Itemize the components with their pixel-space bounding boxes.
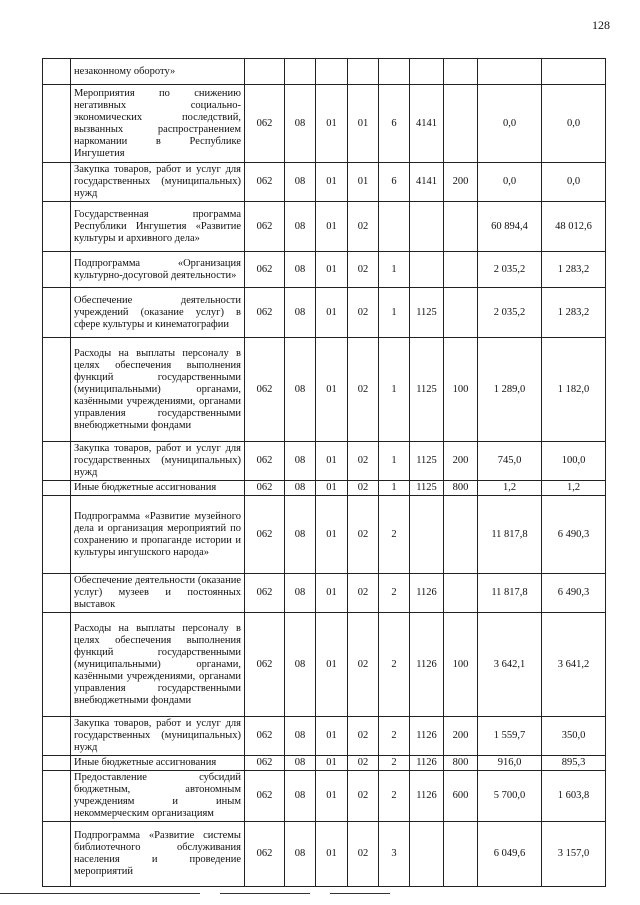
footer-rule [220, 893, 310, 894]
code-cell: 01 [316, 481, 348, 496]
item-name-cell: Подпрограмма «Развитие системы библиотечного обслуживания населения и проведение мероприятий [71, 822, 245, 887]
code-cell: 600 [444, 771, 478, 822]
amount-cell: 745,0 [478, 442, 542, 481]
code-cell: 100 [444, 338, 478, 442]
index-cell [43, 288, 71, 338]
code-cell: 01 [348, 85, 379, 163]
code-cell [316, 59, 348, 85]
item-name-cell: Подпрограмма «Организация культурно-досуговой деятельности» [71, 252, 245, 288]
code-cell: 08 [285, 338, 316, 442]
code-cell: 02 [348, 496, 379, 574]
code-cell: 062 [245, 442, 285, 481]
amount-cell: 48 012,6 [542, 202, 606, 252]
code-cell: 01 [316, 252, 348, 288]
item-name-cell: Обеспечение деятельности учреждений (оказание услуг) в сфере культуры и кинематографии [71, 288, 245, 338]
item-name-cell: Закупка товаров, работ и услуг для государственных (муниципальных) нужд [71, 163, 245, 202]
code-cell: 02 [348, 288, 379, 338]
item-name-cell: Закупка товаров, работ и услуг для государственных (муниципальных) нужд [71, 717, 245, 756]
amount-cell: 1 283,2 [542, 252, 606, 288]
table-row [43, 481, 606, 496]
code-cell: 062 [245, 574, 285, 613]
item-name-cell: Государственная программа Республики Ингушетия «Развитие культуры и архивного дела» [71, 202, 245, 252]
index-cell [43, 822, 71, 887]
index-cell [43, 202, 71, 252]
code-cell: 062 [245, 481, 285, 496]
table-row [43, 771, 606, 822]
table-row [43, 442, 606, 481]
code-cell: 2 [379, 574, 410, 613]
code-cell: 01 [316, 822, 348, 887]
code-cell: 08 [285, 613, 316, 717]
table-row [43, 717, 606, 756]
code-cell: 200 [444, 442, 478, 481]
code-cell: 01 [316, 717, 348, 756]
amount-cell: 0,0 [478, 163, 542, 202]
amount-cell: 0,0 [542, 85, 606, 163]
code-cell: 2 [379, 496, 410, 574]
code-cell [444, 59, 478, 85]
amount-cell: 0,0 [478, 85, 542, 163]
amount-cell: 916,0 [478, 756, 542, 771]
code-cell: 6 [379, 85, 410, 163]
code-cell: 02 [348, 756, 379, 771]
code-cell: 08 [285, 85, 316, 163]
code-cell [410, 59, 444, 85]
code-cell [285, 59, 316, 85]
amount-cell [542, 59, 606, 85]
code-cell: 062 [245, 717, 285, 756]
amount-cell: 3 642,1 [478, 613, 542, 717]
code-cell: 02 [348, 338, 379, 442]
index-cell [43, 252, 71, 288]
amount-cell: 6 049,6 [478, 822, 542, 887]
code-cell: 1126 [410, 717, 444, 756]
code-cell: 062 [245, 613, 285, 717]
code-cell: 200 [444, 717, 478, 756]
code-cell [410, 252, 444, 288]
code-cell: 02 [348, 202, 379, 252]
code-cell [444, 574, 478, 613]
amount-cell: 895,3 [542, 756, 606, 771]
code-cell [444, 202, 478, 252]
code-cell: 062 [245, 163, 285, 202]
code-cell [348, 59, 379, 85]
code-cell: 062 [245, 85, 285, 163]
item-name-cell: Расходы на выплаты персоналу в целях обеспечения выполнения функций государственными (муниципальными) органами, казёнными учреждениями, органами управления государственными внебюджетными фондами [71, 613, 245, 717]
code-cell [410, 496, 444, 574]
item-name-cell: Закупка товаров, работ и услуг для государственных (муниципальных) нужд [71, 442, 245, 481]
code-cell: 02 [348, 613, 379, 717]
code-cell: 800 [444, 481, 478, 496]
table-row [43, 756, 606, 771]
table-body [43, 59, 606, 887]
amount-cell: 11 817,8 [478, 496, 542, 574]
code-cell: 062 [245, 202, 285, 252]
index-cell [43, 163, 71, 202]
amount-cell: 3 157,0 [542, 822, 606, 887]
amount-cell: 100,0 [542, 442, 606, 481]
page-number: 128 [592, 18, 610, 32]
code-cell [379, 59, 410, 85]
item-name-cell: незаконному обороту» [71, 59, 245, 85]
code-cell: 02 [348, 771, 379, 822]
code-cell: 1125 [410, 288, 444, 338]
code-cell [444, 496, 478, 574]
code-cell: 1125 [410, 481, 444, 496]
code-cell: 062 [245, 252, 285, 288]
code-cell: 08 [285, 756, 316, 771]
code-cell: 08 [285, 163, 316, 202]
amount-cell: 1 289,0 [478, 338, 542, 442]
table-row [43, 338, 606, 442]
code-cell: 08 [285, 202, 316, 252]
code-cell: 1 [379, 252, 410, 288]
index-cell [43, 338, 71, 442]
code-cell: 02 [348, 442, 379, 481]
code-cell [444, 252, 478, 288]
item-name-cell: Расходы на выплаты персоналу в целях обеспечения выполнения функций государственными (муниципальными) органами, казёнными учреждениями, органами управления государственными внебюджетными фондами [71, 338, 245, 442]
item-name-cell: Иные бюджетные ассигнования [71, 756, 245, 771]
code-cell: 1126 [410, 771, 444, 822]
code-cell: 100 [444, 613, 478, 717]
amount-cell: 5 700,0 [478, 771, 542, 822]
amount-cell: 1 559,7 [478, 717, 542, 756]
code-cell: 08 [285, 252, 316, 288]
code-cell: 08 [285, 442, 316, 481]
code-cell: 01 [316, 338, 348, 442]
index-cell [43, 613, 71, 717]
code-cell: 1 [379, 481, 410, 496]
code-cell: 01 [316, 163, 348, 202]
item-name-cell: Обеспечение деятельности (оказание услуг) музеев и постоянных выставок [71, 574, 245, 613]
code-cell: 1126 [410, 574, 444, 613]
code-cell: 2 [379, 771, 410, 822]
code-cell: 2 [379, 613, 410, 717]
index-cell [43, 496, 71, 574]
code-cell: 08 [285, 822, 316, 887]
table-row [43, 85, 606, 163]
table-row [43, 202, 606, 252]
index-cell [43, 442, 71, 481]
amount-cell: 60 894,4 [478, 202, 542, 252]
code-cell: 4141 [410, 85, 444, 163]
item-name-cell: Иные бюджетные ассигнования [71, 481, 245, 496]
code-cell: 1 [379, 442, 410, 481]
code-cell: 08 [285, 288, 316, 338]
table-row [43, 822, 606, 887]
item-name-cell: Предоставление субсидий бюджетным, автономным учреждениям и иным некоммерческим организациям [71, 771, 245, 822]
table-row [43, 574, 606, 613]
index-cell [43, 756, 71, 771]
code-cell: 01 [316, 85, 348, 163]
footer-rule [330, 893, 390, 894]
item-name-cell: Подпрограмма «Развитие музейного дела и организация мероприятий по сохранению и пропаганде истории и культуры ингушского народа» [71, 496, 245, 574]
amount-cell: 2 035,2 [478, 252, 542, 288]
amount-cell: 1,2 [542, 481, 606, 496]
code-cell: 1125 [410, 338, 444, 442]
code-cell [444, 288, 478, 338]
table-row [43, 613, 606, 717]
index-cell [43, 717, 71, 756]
code-cell: 062 [245, 338, 285, 442]
amount-cell: 6 490,3 [542, 496, 606, 574]
code-cell [379, 202, 410, 252]
amount-cell: 1 283,2 [542, 288, 606, 338]
amount-cell: 2 035,2 [478, 288, 542, 338]
code-cell: 02 [348, 822, 379, 887]
index-cell [43, 771, 71, 822]
code-cell: 3 [379, 822, 410, 887]
code-cell: 01 [316, 771, 348, 822]
code-cell: 2 [379, 717, 410, 756]
code-cell: 01 [316, 613, 348, 717]
code-cell: 062 [245, 771, 285, 822]
amount-cell: 6 490,3 [542, 574, 606, 613]
code-cell: 02 [348, 717, 379, 756]
code-cell: 4141 [410, 163, 444, 202]
code-cell: 1 [379, 288, 410, 338]
code-cell: 01 [316, 442, 348, 481]
table-row [43, 59, 606, 85]
code-cell: 062 [245, 822, 285, 887]
code-cell: 200 [444, 163, 478, 202]
amount-cell: 3 641,2 [542, 613, 606, 717]
code-cell: 6 [379, 163, 410, 202]
code-cell: 1126 [410, 756, 444, 771]
budget-table [42, 58, 606, 887]
amount-cell: 1,2 [478, 481, 542, 496]
code-cell [410, 822, 444, 887]
amount-cell: 11 817,8 [478, 574, 542, 613]
amount-cell [478, 59, 542, 85]
table-row [43, 163, 606, 202]
code-cell [410, 202, 444, 252]
index-cell [43, 574, 71, 613]
code-cell: 01 [316, 756, 348, 771]
code-cell: 01 [316, 202, 348, 252]
code-cell: 02 [348, 481, 379, 496]
code-cell: 062 [245, 756, 285, 771]
code-cell: 01 [316, 574, 348, 613]
item-name-cell: Мероприятия по снижению негативных социально-экономических последствий, вызванных распространением наркомании в Республике Ингушетия [71, 85, 245, 163]
amount-cell: 0,0 [542, 163, 606, 202]
table-row [43, 252, 606, 288]
amount-cell: 1 603,8 [542, 771, 606, 822]
code-cell: 08 [285, 496, 316, 574]
code-cell: 08 [285, 574, 316, 613]
code-cell: 1 [379, 338, 410, 442]
code-cell: 1126 [410, 613, 444, 717]
code-cell: 08 [285, 717, 316, 756]
table-row [43, 496, 606, 574]
code-cell: 01 [348, 163, 379, 202]
footer-rule [0, 893, 200, 894]
index-cell [43, 85, 71, 163]
code-cell [444, 85, 478, 163]
code-cell: 1125 [410, 442, 444, 481]
code-cell: 01 [316, 496, 348, 574]
amount-cell: 350,0 [542, 717, 606, 756]
code-cell [245, 59, 285, 85]
code-cell: 08 [285, 481, 316, 496]
amount-cell: 1 182,0 [542, 338, 606, 442]
index-cell [43, 59, 71, 85]
index-cell [43, 481, 71, 496]
code-cell: 2 [379, 756, 410, 771]
code-cell: 02 [348, 252, 379, 288]
code-cell: 08 [285, 771, 316, 822]
code-cell: 02 [348, 574, 379, 613]
code-cell: 800 [444, 756, 478, 771]
code-cell: 062 [245, 288, 285, 338]
code-cell: 062 [245, 496, 285, 574]
code-cell [444, 822, 478, 887]
code-cell: 01 [316, 288, 348, 338]
table-row [43, 288, 606, 338]
